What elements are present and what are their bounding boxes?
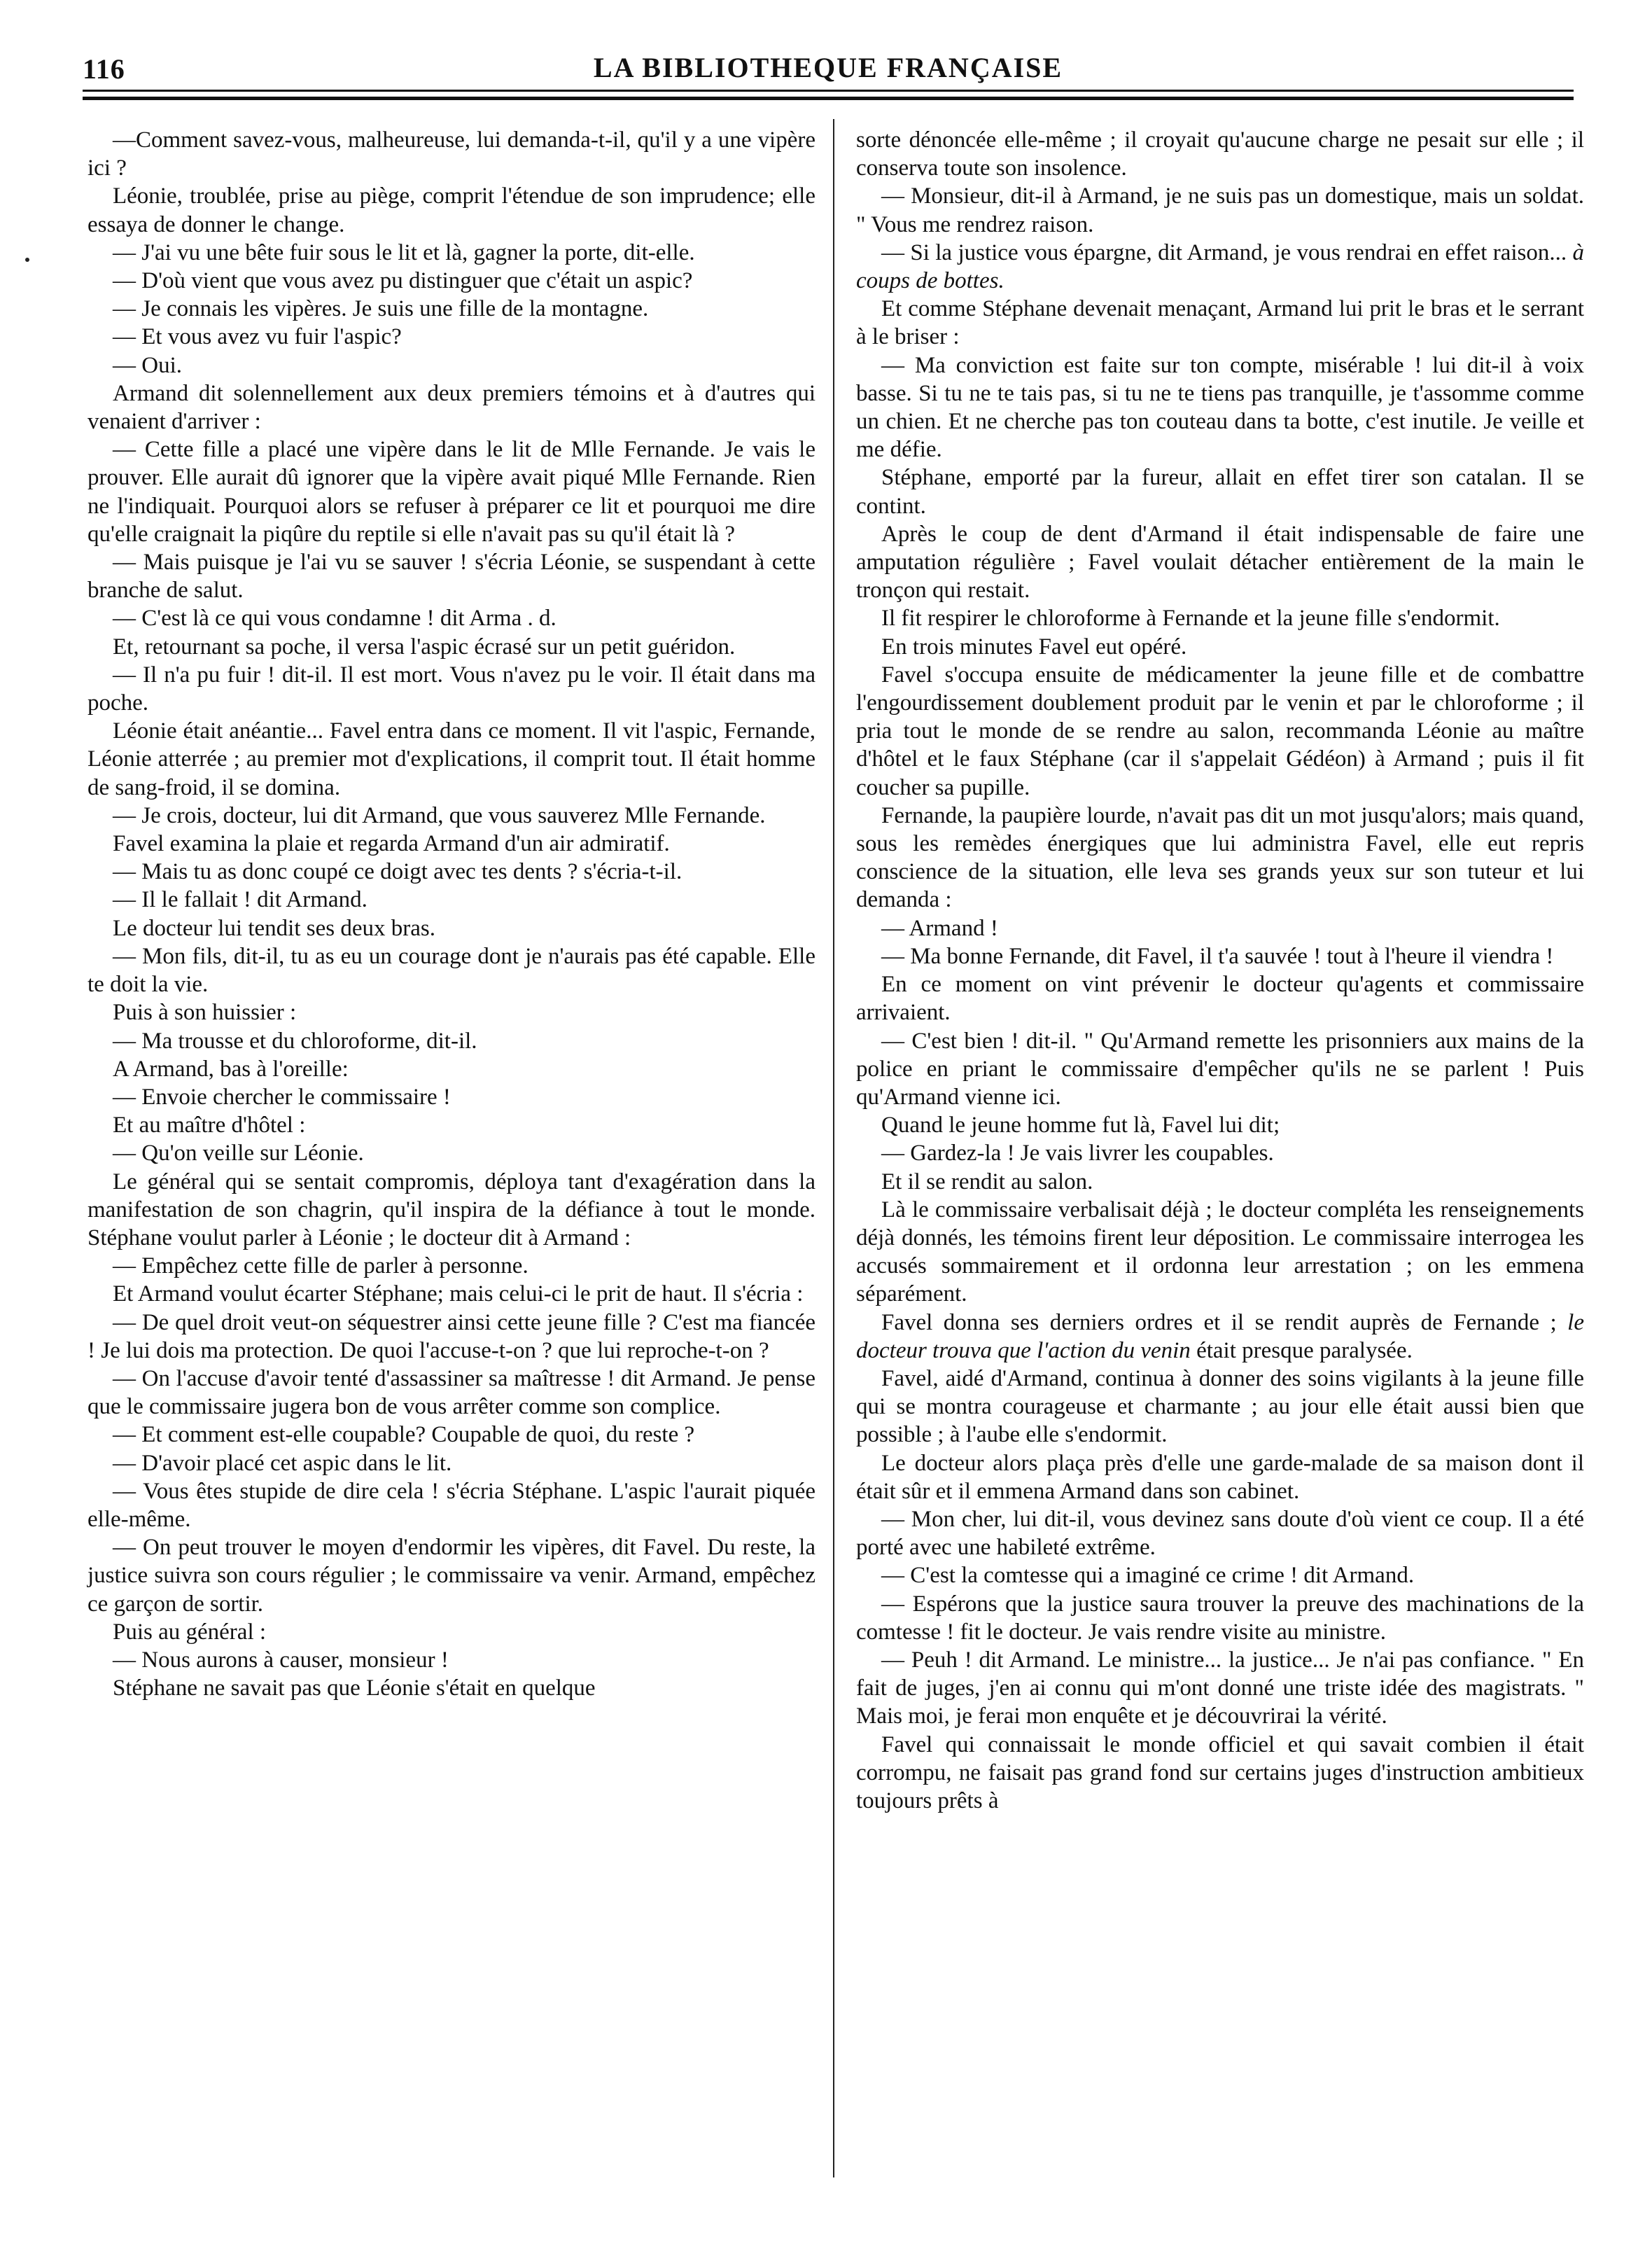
paragraph: — Peuh ! dit Armand. Le ministre... la justice... Je n'ai pas confiance. " En fait de juges, j'en ai connu qui m'ont donné une triste idée des magistrats. " Mais moi, je ferai mon enquête et je découvrirai la vérité. [856,1647,1584,1729]
paragraph: — Envoie chercher le commissaire ! [113,1084,451,1110]
paragraph: Et comme Stéphane devenait menaçant, Armand lui prit le bras et le serrant à le briser : [856,296,1584,350]
paragraph: Stéphane, emporté par la fureur, allait en effet tirer son catalan. Il se contint. [856,465,1584,519]
italic-text: le docteur trouva que l'action du venin [856,1309,1584,1363]
paragraph: Stéphane ne savait pas que Léonie s'était en quelque [113,1675,596,1701]
paragraph: Et Armand voulut écarter Stéphane; mais celui-ci le prit de haut. Il s'écria : [113,1281,804,1307]
paragraph: — Monsieur, dit-il à Armand, je ne suis pas un domestique, mais un soldat. " Vous me rendrez raison. [856,183,1584,237]
paragraph: Favel donna ses derniers ordres et il se rendit auprès de Fernande ; le docteur trouva que l'action du venin était presque paralysée. [856,1309,1584,1363]
paragraph: — D'avoir placé cet aspic dans le lit. [113,1450,452,1476]
paragraph: — Ma conviction est faite sur ton compte, misérable ! lui dit-il à voix basse. Si tu ne te tais pas, si tu ne te tiens pas tranquille, je t'assomme comme un chien. Et ne cherche pas ton couteau dans ta botte, c'est inutile. Je veille et me défie. [856,352,1584,463]
paragraph: —Comment savez-vous, malheureuse, lui demanda-t-il, qu'il y a une vipère ici ? [88,127,816,181]
paragraph: — Et comment est-elle coupable? Coupable de quoi, du reste ? [113,1422,695,1448]
paragraph: Favel, aidé d'Armand, continua à donner des soins vigilants à la jeune fille qui se montra courageuse et charmante ; au jour elle était aussi bien que possible ; à l'aube elle s'endormit. [856,1365,1584,1448]
paragraph: Favel s'occupa ensuite de médicamenter la jeune fille et de combattre l'engourdissement doublement produit par le venin et par le chloroforme ; il pria tout le monde de se rendre au salon, recommanda Léonie au maître d'hôtel et le faux Stéphane (car il s'appelait Gédéon) à Armand ; puis il fit coucher sa pupille. [856,662,1584,800]
running-title: LA BIBLIOTHEQUE FRANÇAISE [593,52,1063,83]
right-column [856,126,1584,1815]
paragraph: — C'est là ce qui vous condamne ! dit Arma . d. [113,606,556,632]
paragraph: — Si la justice vous épargne, dit Armand, je vous rendrai en effet raison... à coups de bottes. [856,239,1584,294]
paragraph: — Cette fille a placé une vipère dans le lit de Mlle Fernande. Je vais le prouver. Elle aurait dû ignorer que la vipère avait piqué Mlle Fernande. Rien ne l'indiquait. Pourquoi alors se refuser à préparer ce lit et pourquoi me dire qu'elle craignait la piqûre du reptile si elle n'avait pas su qu'il était là ? [88,437,816,547]
paragraph: Favel qui connaissait le monde officiel et qui savait combien il était corrompu, ne faisait pas grand fond sur certains juges d'instruction ambitieux toujours prêts à [856,1731,1584,1813]
paragraph: — C'est bien ! dit-il. " Qu'Armand remette les prisonniers aux mains de la police en priant le commissaire d'empêcher qu'ils ne se parlent ! Puis qu'Armand vienne ici. [856,1028,1584,1110]
paragraph: Et, retournant sa poche, il versa l'aspic écrasé sur un petit guéridon. [113,634,736,660]
left-column [88,126,816,1702]
paragraph: sorte dénoncée elle-même ; il croyait qu'aucune charge ne pesait sur elle ; il conserva toute son insolence. [856,127,1584,181]
paragraph: Il fit respirer le chloroforme à Fernande et la jeune fille s'endormit. [881,606,1500,632]
margin-dot [25,258,29,262]
paragraph: Puis à son huissier : [113,1000,297,1026]
column-divider [833,119,834,2177]
paragraph: — Je crois, docteur, lui dit Armand, que vous sauverez Mlle Fernande. [113,802,766,828]
paragraph: — Armand ! [881,915,998,941]
page-header [83,43,1574,85]
paragraph: En trois minutes Favel eut opéré. [881,634,1187,660]
paragraph: Fernande, la paupière lourde, n'avait pas dit un mot jusqu'alors; mais quand, sous les remèdes énergiques que lui administra Favel, elle eut repris conscience de la situation, elle leva ses grands yeux sur son tuteur et lui demanda : [856,802,1584,913]
paragraph: — Empêchez cette fille de parler à personne. [113,1253,528,1279]
paragraph: — Mais puisque je l'ai vu se sauver ! s'écria Léonie, se suspendant à cette branche de salut. [88,550,816,604]
paragraph: Le docteur alors plaça près d'elle une garde-malade de sa maison dont il était sûr et il emmena Armand dans son cabinet. [856,1450,1584,1504]
paragraph: — Ma bonne Fernande, dit Favel, il t'a sauvée ! tout à l'heure il viendra ! [881,943,1554,969]
paragraph: — On l'accuse d'avoir tenté d'assassiner sa maîtresse ! dit Armand. Je pense que le commissaire jugera bon de vous arrêter comme son complice. [88,1365,816,1420]
paragraph: — Ma trousse et du chloroforme, dit-il. [113,1028,477,1054]
paragraph: Léonie était anéantie... Favel entra dans ce moment. Il vit l'aspic, Fernande, Léonie atterrée ; au premier mot d'explications, il comprit tout. Il était homme de sang-froid, il se domina. [88,718,816,800]
paragraph: — Je connais les vipères. Je suis une fille de la montagne. [113,296,649,322]
paragraph: — Mon cher, lui dit-il, vous devinez sans doute d'où vient ce coup. Il a été porté avec une habileté extrême. [856,1506,1584,1561]
paragraph: Léonie, troublée, prise au piège, comprit l'étendue de son imprudence; elle essaya de donner le change. [88,183,816,237]
paragraph: Puis au général : [113,1619,267,1645]
paragraph: — Gardez-la ! Je vais livrer les coupables. [881,1141,1274,1166]
paragraph: Armand dit solennellement aux deux premiers témoins et à d'autres qui venaient d'arriver : [88,380,816,435]
paragraph: — Il n'a pu fuir ! dit-il. Il est mort. Vous n'avez pu le voir. Il était dans ma poche. [88,662,816,716]
header-rule-thick [83,97,1574,100]
paragraph: — D'où vient que vous avez pu distinguer que c'était un aspic? [113,268,693,294]
paragraph: — Oui. [113,352,182,378]
paragraph: En ce moment on vint prévenir le docteur qu'agents et commissaire arrivaient. [856,972,1584,1026]
paragraph: — Mon fils, dit-il, tu as eu un courage dont je n'aurais pas été capable. Elle te doit la vie. [88,943,816,998]
page-number: 116 [83,53,125,85]
paragraph: — Espérons que la justice saura trouver la preuve des machinations de la comtesse ! fit le docteur. Je vais rendre visite au ministre. [856,1591,1584,1645]
paragraph: Le général qui se sentait compromis, déploya tant d'exagération dans la manifestation de son chagrin, qu'il inspira de la défiance à tout le monde. Stéphane voulut parler à Léonie ; le docteur dit à Armand : [88,1169,816,1250]
italic-text: à coups de bottes. [856,239,1584,294]
paragraph: — Mais tu as donc coupé ce doigt avec tes dents ? s'écria-t-il. [113,859,682,885]
paragraph: — Il le fallait ! dit Armand. [113,887,368,913]
paragraph: Et il se rendit au salon. [881,1169,1093,1194]
header-rule-thin [83,90,1574,92]
paragraph: Le docteur lui tendit ses deux bras. [113,915,435,941]
paragraph: Là le commissaire verbalisait déjà ; le docteur compléta les renseignements déjà donnés, les témoins firent leur déposition. Le commissaire interrogea les accusés sommairement et il ordonna leur arrestation ; on les emmena séparément. [856,1197,1584,1307]
paragraph: A Armand, bas à l'oreille: [113,1056,349,1082]
paragraph: — Vous êtes stupide de dire cela ! s'écria Stéphane. L'aspic l'aurait piquée elle-même. [88,1478,816,1532]
paragraph: — Nous aurons à causer, monsieur ! [113,1647,449,1673]
paragraph: Et au maître d'hôtel : [113,1113,306,1138]
paragraph: — Et vous avez vu fuir l'aspic? [113,324,402,350]
paragraph: — Qu'on veille sur Léonie. [113,1141,364,1166]
paragraph: — C'est la comtesse qui a imaginé ce crime ! dit Armand. [881,1563,1415,1589]
paragraph: — De quel droit veut-on séquestrer ainsi cette jeune fille ? C'est ma fiancée ! Je lui dois ma protection. De quoi l'accuse-t-on ? que lui reproche-t-on ? [88,1309,816,1363]
paragraph: — J'ai vu une bête fuir sous le lit et là, gagner la porte, dit-elle. [113,239,695,265]
paragraph: — On peut trouver le moyen d'endormir les vipères, dit Favel. Du reste, la justice suivra son cours régulier ; le commissaire va venir. Armand, empêchez ce garçon de sortir. [88,1535,816,1617]
paragraph: Après le coup de dent d'Armand il était indispensable de faire une amputation régulière ; Favel voulait détacher entièrement de la main le tronçon qui restait. [856,521,1584,604]
paragraph: Favel examina la plaie et regarda Armand d'un air admiratif. [113,831,670,857]
paragraph: Quand le jeune homme fut là, Favel lui dit; [881,1113,1280,1138]
